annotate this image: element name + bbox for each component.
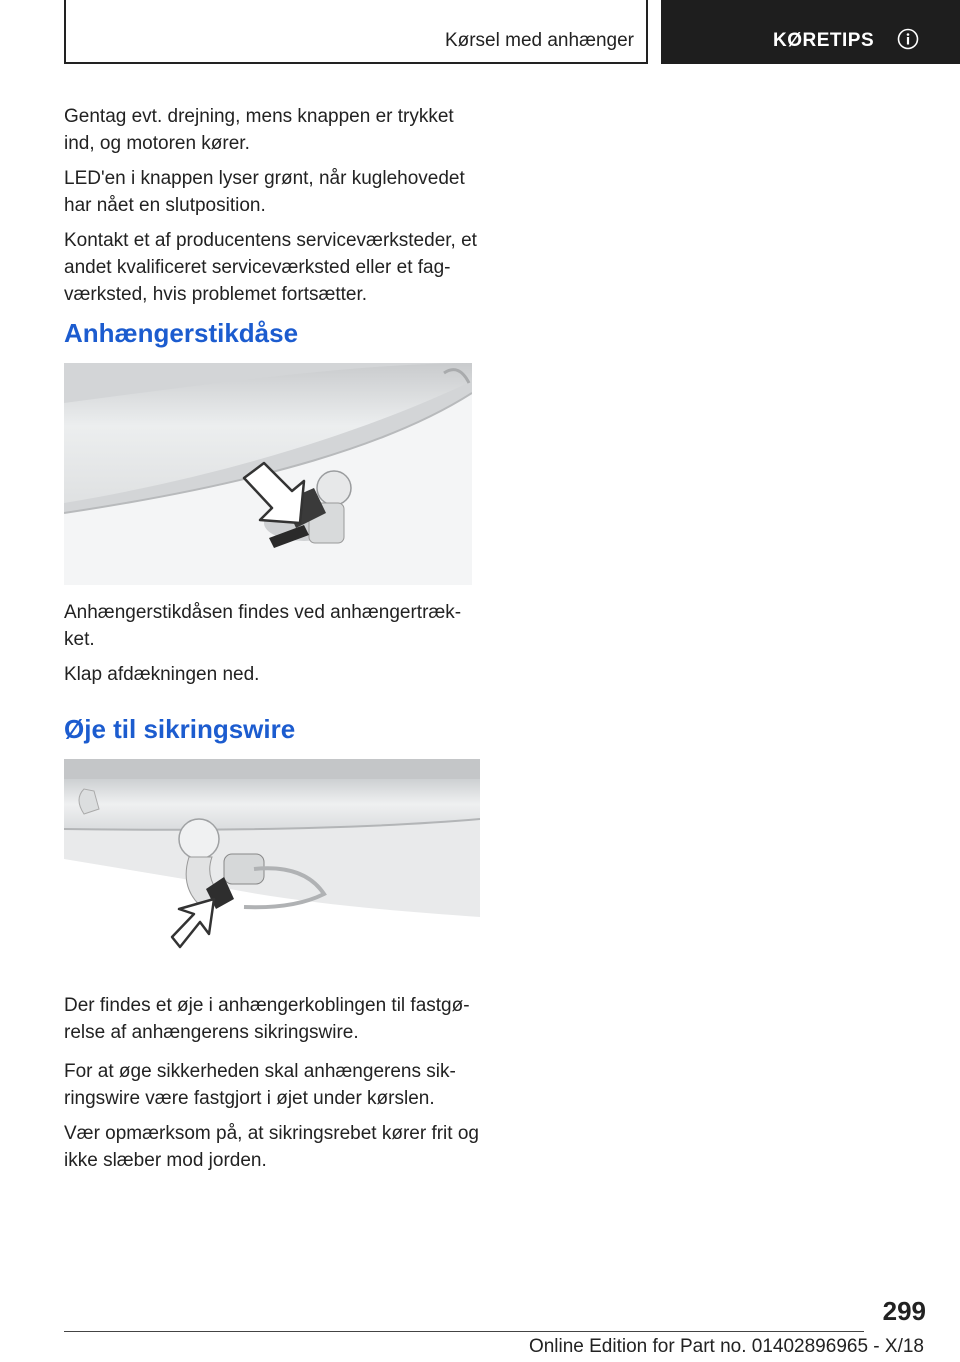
header-section-box xyxy=(64,0,648,64)
section-heading: Øje til sikringswire xyxy=(64,714,296,744)
paragraph: Anhængerstikdåsen findes ved anhængertræk-ket. xyxy=(64,602,462,650)
footer-divider xyxy=(64,1331,864,1332)
paragraph: Kontakt et af producentens serviceværksteder, et andet kvalificeret serviceværksted eller et fag-værksted, hvis problemet fortsætter. xyxy=(64,230,477,305)
header-chapter-box xyxy=(661,0,960,64)
section-heading: Anhængerstikdåse xyxy=(64,318,299,348)
paragraph: Gentag evt. drejning, mens knappen er trykket ind, og motoren kører. xyxy=(64,106,454,154)
chapter-title: KØRETIPS xyxy=(773,30,875,51)
section-title: Kørsel med anhænger xyxy=(444,30,634,51)
paragraph: For at øge sikkerheden skal anhængerens sik-ringswire være fastgjort i øjet under kørslen. xyxy=(64,1061,456,1109)
paragraph: LED'en i knappen lyser grønt, når kuglehovedet har nået en slutposition. xyxy=(64,168,465,216)
paragraph: Der findes et øje i anhængerkoblingen til fastgø-relse af anhængerens sikringswire. xyxy=(64,995,470,1043)
trailer-socket-illustration xyxy=(64,363,472,585)
edition-note: Online Edition for Part no. 01402896965 - X/18 xyxy=(528,1336,924,1357)
paragraph: Klap afdækningen ned. xyxy=(64,664,260,685)
page-number: 299 xyxy=(882,1296,926,1326)
intro-text xyxy=(64,103,484,308)
section2-text xyxy=(64,992,484,1174)
paragraph: Vær opmærksom på, at sikringsrebet kører frit og ikke slæber mod jorden. xyxy=(64,1123,479,1171)
info-circle-icon xyxy=(897,28,919,50)
section1-text xyxy=(64,599,484,688)
safety-wire-eye-illustration xyxy=(64,759,480,971)
